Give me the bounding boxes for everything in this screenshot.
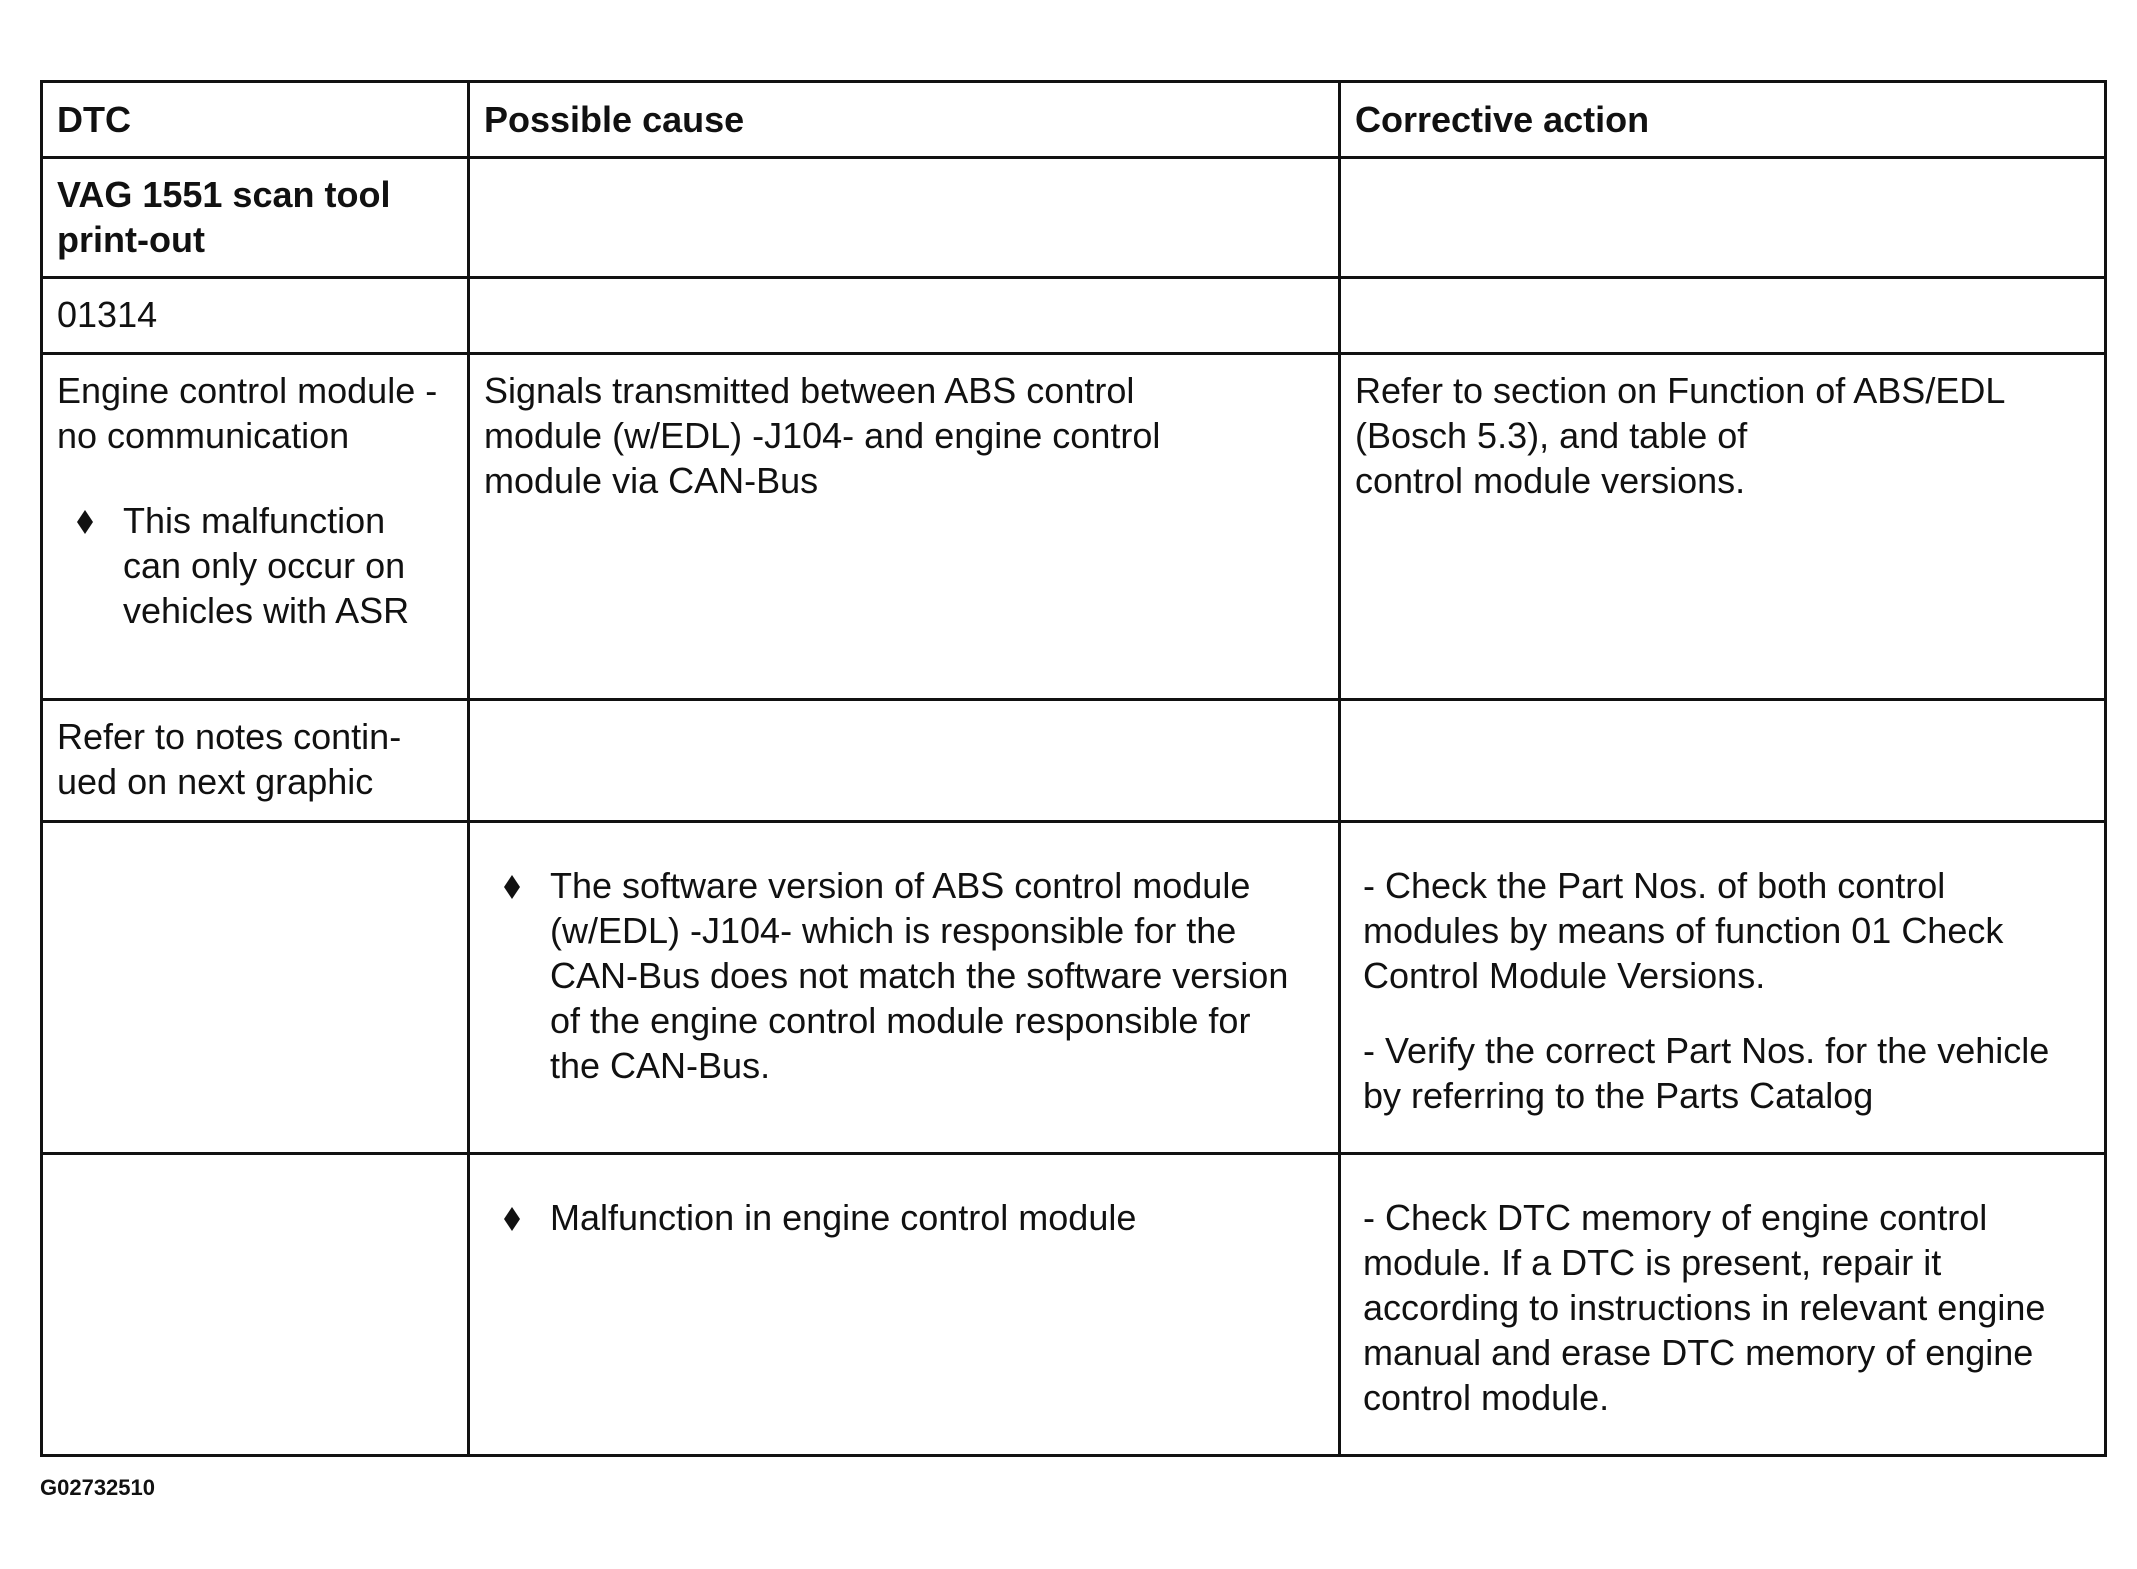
- fault-note: [57, 498, 453, 633]
- software-action-line: - Verify the correct Part Nos. for the vehicle: [1363, 1030, 2050, 1071]
- malfunction-action-line: - Check DTC memory of engine control: [1363, 1197, 1988, 1238]
- table-row: [42, 1154, 2106, 1456]
- software-action-cell: [1340, 822, 2106, 1154]
- table-row: [42, 822, 2106, 1154]
- fault-title-line: Engine control module -: [57, 370, 438, 411]
- table-row: [42, 278, 2106, 354]
- malfunction-action-cell: [1340, 1154, 2106, 1456]
- malfunction-cause: [484, 1195, 1324, 1240]
- software-cause: [484, 863, 1324, 1088]
- fault-cause-line: Signals transmitted between ABS control: [484, 370, 1135, 411]
- header-cause: [469, 82, 1340, 158]
- malfunction-action-line: module. If a DTC is present, repair it: [1363, 1242, 1942, 1283]
- malfunction-cause-cell: [469, 1154, 1340, 1456]
- empty-cell: [469, 700, 1340, 822]
- software-action-line: - Check the Part Nos. of both control: [1363, 865, 1946, 906]
- header-action-label: Corrective action: [1355, 99, 1650, 140]
- empty-cell: [469, 278, 1340, 354]
- software-action-line: modules by means of function 01 Check: [1363, 910, 2004, 951]
- empty-cell: [469, 158, 1340, 278]
- empty-cell: [1340, 700, 2106, 822]
- scan-tool-label: VAG 1551 scan tool print-out: [57, 174, 391, 260]
- fault-note-line: can only occur on: [123, 545, 406, 586]
- software-cause-line: of the engine control module responsible for: [550, 1000, 1251, 1041]
- fault-cell: [42, 354, 469, 700]
- fault-action-line: Refer to section on Function of ABS/EDL: [1355, 370, 2006, 411]
- fault-cause-line: module (w/EDL) -J104- and engine control: [484, 415, 1161, 456]
- table-row: [42, 158, 2106, 278]
- diamond-bullet-icon: [504, 1207, 520, 1231]
- header-cause-label: Possible cause: [484, 99, 745, 140]
- diamond-bullet-icon: [77, 510, 93, 534]
- dtc-table: [40, 80, 2107, 1457]
- table-header-row: [42, 82, 2106, 158]
- diamond-bullet-icon: [504, 875, 520, 899]
- code-cell: [42, 278, 469, 354]
- notes-line: ued on next graphic: [57, 761, 374, 802]
- header-dtc: [42, 82, 469, 158]
- notes-line: Refer to notes contin-: [57, 716, 402, 757]
- empty-cell: [1340, 278, 2106, 354]
- software-cause-cell: [469, 822, 1340, 1154]
- fault-cause-cell: [469, 354, 1340, 700]
- fault-action-line: control module versions.: [1355, 460, 1746, 501]
- fault-note-line: vehicles with ASR: [123, 590, 410, 631]
- software-cause-line: (w/EDL) -J104- which is responsible for the: [550, 910, 1237, 951]
- malfunction-action-line: manual and erase DTC memory of engine: [1363, 1332, 2034, 1373]
- software-cause-line: the CAN-Bus.: [550, 1045, 771, 1086]
- fault-action-cell: [1340, 354, 2106, 700]
- header-dtc-label: DTC: [57, 99, 131, 140]
- fault-note-line: This malfunction: [123, 500, 386, 541]
- table-row: [42, 700, 2106, 822]
- software-action-line: Control Module Versions.: [1363, 955, 1766, 996]
- empty-cell: [42, 1154, 469, 1456]
- fault-cause-line: module via CAN-Bus: [484, 460, 819, 501]
- scan-tool-cell: [42, 158, 469, 278]
- software-cause-line: CAN-Bus does not match the software version: [550, 955, 1289, 996]
- malfunction-action-line: according to instructions in relevant engine: [1363, 1287, 2046, 1328]
- dtc-code: 01314: [57, 294, 158, 335]
- malfunction-action-line: control module.: [1363, 1377, 1610, 1418]
- software-action-line: by referring to the Parts Catalog: [1363, 1075, 1874, 1116]
- fault-title-line: no communication: [57, 415, 350, 456]
- header-action: [1340, 82, 2106, 158]
- table-row: [42, 354, 2106, 700]
- figure-code: G02732510: [40, 1475, 155, 1500]
- software-cause-line: The software version of ABS control module: [550, 865, 1251, 906]
- malfunction-cause-text: Malfunction in engine control module: [550, 1197, 1137, 1238]
- fault-action-line: (Bosch 5.3), and table of: [1355, 415, 1748, 456]
- empty-cell: [1340, 158, 2106, 278]
- notes-cell: [42, 700, 469, 822]
- empty-cell: [42, 822, 469, 1154]
